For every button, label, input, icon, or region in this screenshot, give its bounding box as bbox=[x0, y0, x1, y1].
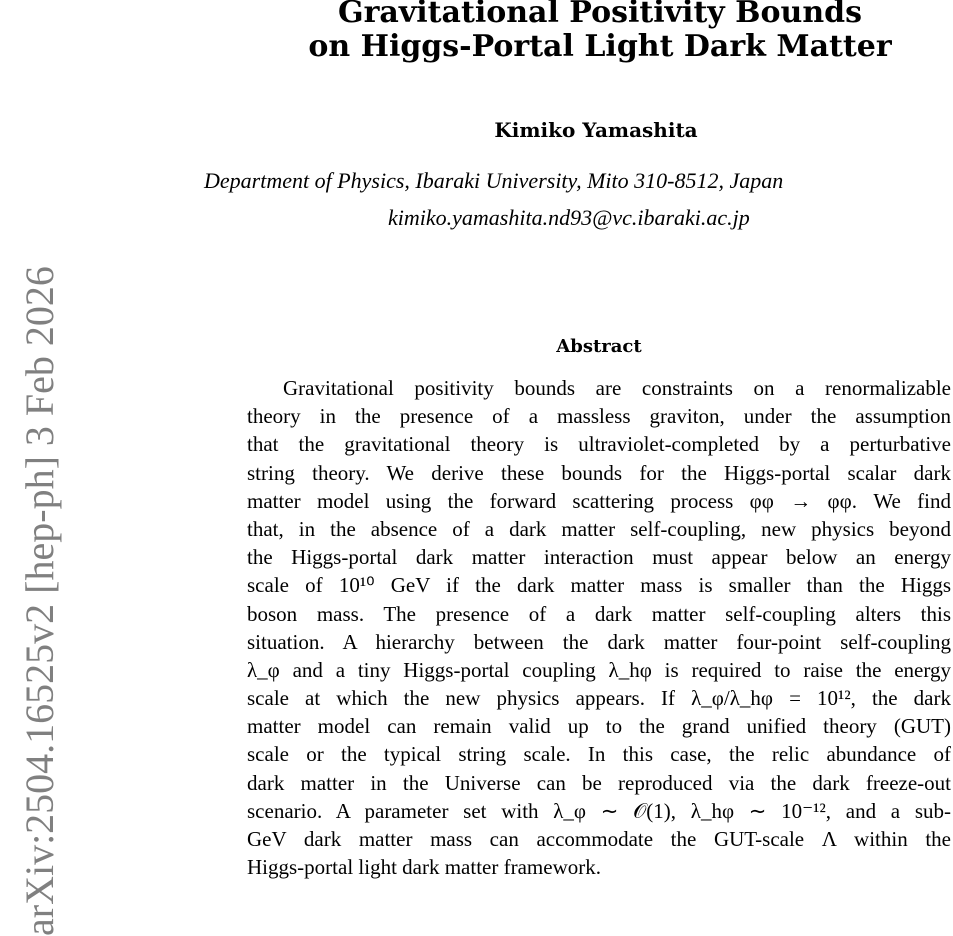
abstract-line: Gravitational positivity bounds are constraints on a renormalizable bbox=[283, 376, 951, 400]
abstract-line: scenario. A parameter set with λ_φ ∼ 𝒪(1), λ_hφ ∼ 10⁻¹², and a sub- bbox=[247, 798, 951, 823]
author-email: kimiko.yamashita.nd93@vc.ibaraki.ac.jp bbox=[388, 205, 750, 230]
paper-title bbox=[230, 0, 953, 64]
abstract-line: GeV dark matter mass can accommodate the GUT-scale Λ within the bbox=[247, 827, 951, 851]
abstract-line: string theory. We derive these bounds for the Higgs-portal scalar dark bbox=[247, 460, 951, 485]
abstract-line: λ_φ and a tiny Higgs-portal coupling λ_hφ is required to raise the energy bbox=[247, 657, 951, 682]
arxiv-identifier-stamp: arXiv:2504.16525v2 [hep-ph] 3 Feb 2026 bbox=[17, 266, 62, 936]
author-affiliation: Department of Physics, Ibaraki University, Mito 310-8512, Japan bbox=[204, 168, 784, 193]
abstract-line: matter model using the forward scattering process φφ → φφ. We find bbox=[247, 488, 951, 513]
abstract-line: that the gravitational theory is ultraviolet-completed by a perturbative bbox=[247, 432, 951, 457]
abstract-line: that, in the absence of a dark matter self-coupling, new physics beyond bbox=[247, 516, 951, 541]
abstract-body bbox=[247, 374, 951, 894]
abstract-line: theory in the presence of a massless graviton, under the assumption bbox=[247, 404, 951, 429]
abstract-line: dark matter in the Universe can be reproduced via the dark freeze-out bbox=[247, 770, 951, 795]
author-name: Kimiko Yamashita bbox=[494, 118, 698, 142]
abstract-line: scale of 10¹⁰ GeV if the dark matter mass is smaller than the Higgs bbox=[247, 573, 951, 598]
abstract-line: situation. A hierarchy between the dark matter four-point self-coupling bbox=[247, 629, 951, 654]
abstract-line: matter model can remain valid up to the grand unified theory (GUT) bbox=[247, 714, 951, 739]
paper-title-line-1: Gravitational Positivity Bounds bbox=[337, 0, 863, 30]
abstract-heading: Abstract bbox=[556, 336, 642, 357]
abstract-line: scale at which the new physics appears. If λ_φ/λ_hφ = 10¹², the dark bbox=[247, 686, 951, 711]
abstract-line: scale or the typical string scale. In this case, the relic abundance of bbox=[247, 742, 951, 767]
abstract-line: Higgs-portal light dark matter framework. bbox=[247, 855, 601, 880]
paper-title-line-2: on Higgs-Portal Light Dark Matter bbox=[308, 29, 892, 64]
abstract-line: boson mass. The presence of a dark matter self-coupling alters this bbox=[247, 601, 951, 626]
abstract-line: the Higgs-portal dark matter interaction must appear below an energy bbox=[247, 545, 951, 570]
